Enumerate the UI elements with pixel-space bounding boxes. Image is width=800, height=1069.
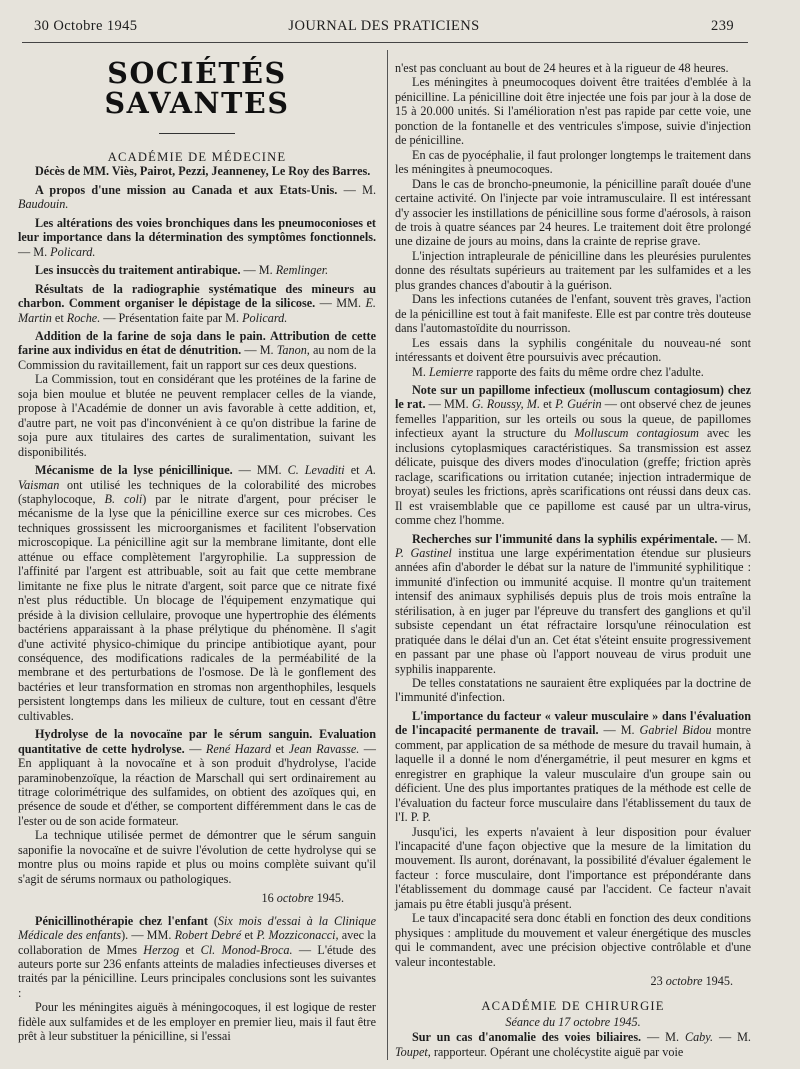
paragraph-infections-cutanees: Dans les infections cutanées de l'enfant, souvent très graves, l'action de la pénicilline est tout à fait manifeste. Elle est par contre très douteuse dans l'automastoïdite du nourrisson. [395, 292, 752, 336]
author-name: Robert Debré [174, 928, 242, 943]
entry-papillome [395, 383, 751, 528]
entry-text: institua une large expérimentation étendue sur plusieurs années afin d'aborder le débat sur la nature de l'immunité syphilitique : immunité d'infection ou immunité acquise. Il montre qu'un traitement intensif des animaux syphilisés depuis plus de trois mois entraîne la stérilisation, à en juger par l'épreuve du transfert des ganglions et qu'il subsiste cependant un état réfractaire lorsqu'une réinoculation est pratiquée dans le délai d'un an. Cet état s'éteint ensuite progressivement en passant par une phase où l'apport nouveau de virus produit une syphilis inapparente. [395, 545, 752, 676]
entry-title: Résultats de la radiographie systématique des mineurs au charbon. Comment organiser le dépistage de la silicose. [18, 281, 376, 311]
author-name: Tanon, [276, 343, 310, 358]
entry-immunite-syphilis [395, 532, 751, 677]
entry-text: et [179, 942, 201, 957]
entry-penicillinotherapie [18, 914, 376, 1001]
date-day: 16 [261, 891, 277, 906]
author-name: Lemierre [428, 364, 474, 379]
author-name: Jean Ravasse. [288, 741, 360, 756]
author-name: G. Roussy, M. [471, 397, 541, 412]
paragraph-broncho-pneumonie: Dans le cas de broncho-pneumonie, la pénicilline paraît douée d'une certaine activité. On l'injecte par voie intramusculaire. Il est intéressant d'y associer les instillations de pénicilline sous forme d'aérosols, à raison de trois à quatre séances par 24 heures. Le traitement doit être prolongé une dizaine de jours au moins, dans la crainte de reprise grave. [395, 176, 751, 249]
paragraph-pneumocoques: Les méningites à pneumocoques doivent être traitées d'emblée à la pénicilline. La pénicilline doit être injectée une fois par jour à la dose de 15 à 20.000 unités. Si l'amélioration n'est pas rapide par cette voie, une ponction de la fontanelle et des ventricules s'impose, suivie d'injection de pénicilline. [395, 75, 751, 148]
entry-text: ) par le nitrate d'argent, pour préciser le mécanisme de la lyse que la pénicilline exerce sur ces microbes. Ces techniques grossissent les microorganismes et facilitent l'observation microscopique. La pénicilline agit sur la membrane limitante, dont elle atténue ou efface complètement l'argyrophilie. La suppression de l'affinité par l'argent est attribuable, soit au fait que cette membrane limitante ne fixe plus le nitrate d'argent, soit parce que ce nitrate fixé n'est plus réductible. Un blocage de l'équipement enzymatique qui préside à la division cellulaire, provoque une hypertrophie des éléments bactériens apparaissant à la phase prélytique du phénomène. Il s'agit d'une activité physico-chimique du principe antibiotique ayant, pour conséquence, des modifications radicales de la perméabilité de la membrane et des perturbations de l'osmose. De là le gonflement des bactéries et leur transformation en stromas non argenthophiles, lesquels persistent longtemps dans les milieux de culture, tout en cessant d'être cultivables. [18, 491, 376, 723]
entry-text: rapporteur. Opérant une cholécystite aiguë par voie [430, 1044, 684, 1059]
entry-title: Mécanisme de la lyse pénicillinique. [35, 463, 233, 478]
entry-text: et [270, 741, 289, 756]
author-name: E. Martin [18, 296, 376, 325]
entry-text: montre comment, par application de sa méthode de mesure du travail humain, à laquelle il a donné le nom d'énergamétrie, il peut mesurer en kgms et enregistrer en graphique la valeur musculaire d'un groupe sain ou déficient. Une des plus importantes pratiques de la méthode est celle de l'évaluation du facteur force musculaire dans l'établissement du taux de l'I. P. P. [395, 723, 752, 825]
header-date: 30 Octobre 1945 [34, 18, 138, 34]
column-divider [387, 50, 388, 1060]
author-name: Herzog [143, 942, 180, 957]
entry-text: — En appliquant à la novocaïne et à son produit d'hydrolyse, l'acide paraminobenzoïque, la réaction de Marschall qui sert ordinairement au titrage colorimétrique des sulfamides, on obtient des azoïques qui, en présence de soude et d'éther, se comportent différemment dans le cas de l'ester ou de son acide formateur. [18, 741, 376, 828]
entry-text: — MM. [232, 463, 288, 478]
entry-text: — MM. [425, 397, 472, 412]
entry-text: ). — MM. [121, 928, 175, 943]
author-name: Toupet, [395, 1044, 431, 1059]
entry-title: Pénicillinothérapie chez l'enfant [35, 913, 208, 928]
entry-text: et [241, 928, 257, 943]
entry-text: — MM. [315, 296, 366, 311]
author-name: Gabriel Bidou [639, 723, 712, 738]
entry-penicillinotherapie-paragraph: Pour les méningites aiguës à méningocoques, il est logique de rester fidèle aux sulfamides et de les employer en premier lieu, mais il faut être prêt à leur substituer la pénicilline, si l'essai [18, 1000, 376, 1044]
entry-title: Recherches sur l'immunité dans la syphilis expérimentale. [412, 531, 718, 546]
entry-title: A propos d'une mission au Canada et aux Etats-Unis. [35, 182, 338, 197]
entry-title: Sur un cas d'anomalie des voies biliaires. [412, 1030, 642, 1045]
entry-text: — M. [717, 531, 751, 546]
paragraph-syphilis-congenitale: Les essais dans la syphilis congénitale du nouveau-né sont intéressants et doivent être poursuivis avec précaution. [395, 335, 751, 365]
entry-text: au nom de la Commission du ravitaillement, fait un rapport sur ces deux questions. [18, 343, 376, 372]
entry-title: Addition de la farine de soja dans le pain. Attribution de cette farine aux individus en état de dénutrition. [18, 328, 376, 358]
entry-soja-paragraph: La Commission, tout en considérant que les protéines de la farine de soja bien moulue et blutée ne peuvent remplacer celles de la viande, propose à l'Académie de donner un avis favorable à cette addition, et, d'autre part, ne voit pas d'inconvénient à ce qu'on distribue la farine de soja pure aux titulaires des cartes de suralimentation, suivant les disponibilités. [18, 372, 376, 459]
entry-text: — M. [598, 723, 640, 738]
paragraph-lemierre [395, 365, 751, 379]
author-name: Caby. [684, 1030, 714, 1045]
left-column [18, 58, 376, 1044]
species-name: Molluscum contagiosum [574, 426, 699, 441]
author-name: P. Mozziconacci, [256, 928, 339, 943]
entry-text: — [184, 741, 206, 756]
session-date-signature [395, 974, 751, 988]
entry-text: — M. [241, 343, 277, 358]
entry-novocaine [18, 727, 376, 828]
author-name: P. Gastinel [395, 545, 452, 560]
author-name: Roche. [66, 310, 101, 325]
entry-text: — M. [713, 1030, 751, 1045]
author-name: Baudouin. [18, 197, 69, 212]
entry-valeur-musculaire [395, 709, 751, 825]
section-title: SOCIÉTÉS SAVANTES [104, 56, 290, 120]
header-rule [22, 42, 748, 43]
entry-text: — M. [18, 244, 51, 259]
author-name: René Hazard [205, 741, 271, 756]
entry-text: — ont observé chez de jeunes femelles l'apparition, sur les orteils ou sous la queue, de papillomes infectieux ayant la structure du [395, 397, 752, 441]
entry-title: L'importance du facteur « valeur musculaire » dans l'évaluation de l'incapacité permanente de travail. [395, 708, 751, 738]
entry-radiographie [18, 282, 376, 325]
entry-valeur-musculaire-paragraph-3: Le taux d'incapacité sera donc établi en fonction des deux conditions physiques : amplitude du mouvement et valeur énergétique des muscles qui le commandent, avec une précision objective contrôlable et d'une valeur incontestable. [395, 911, 751, 969]
paragraph-pleuresies: L'injection intrapleurale de pénicilline dans les pleurésies purulentes donne des résultats supérieurs au traitement par les sulfamides et a les plus grandes chances d'aboutir à la guérison. [395, 248, 751, 292]
header-journal-title: JOURNAL DES PRATICIENS [288, 18, 480, 34]
entry-text: avec la collaboration de Mmes [18, 928, 376, 957]
author-name: C. Levaditi [287, 463, 345, 478]
session-date-signature [18, 891, 376, 905]
entry-text: M. [412, 364, 429, 379]
entry-valeur-musculaire-paragraph-2: Jusqu'ici, les experts n'avaient à leur disposition pour évaluer l'incapacité d'une façon objective que la mesure de la limitation du mouvement. Ils auront, dorénavant, la possibilité d'évaluer également le facteur : force musculaire, dont l'importance est prépondérante dans l'établissement du dommage causé par l'accident. Ce facteur n'avait jamais pu être établi jusqu'à présent. [395, 824, 751, 911]
author-name: P. Guérin [555, 397, 602, 412]
title-rule [159, 133, 235, 134]
header-page-number: 239 [711, 18, 734, 34]
entry-text: rapporte des faits du même ordre chez l'adulte. [473, 364, 704, 379]
academy-surgery-heading: ACADÉMIE DE CHIRURGIE [481, 998, 665, 1013]
entry-novocaine-paragraph: La technique utilisée permet de démontrer que le sérum sanguin saponifie la novocaïne et de suivre l'évolution de cette hydrolyse qui se montre plus ou moins rapide et plus ou moins complète suivant qu'il s'agit de sérums normaux ou pathologiques. [18, 828, 376, 886]
entry-antirabique [18, 263, 376, 277]
entry-text: et [540, 397, 556, 412]
entry-text: et [51, 310, 67, 325]
entry-text: — L'étude des auteurs porte sur 236 enfants atteints de maladies infectieuses diverses et traités par la pénicilline. Leurs principales conclusions sont les suivantes : [18, 942, 377, 1000]
entry-deces [18, 164, 376, 178]
entry-lyse [18, 463, 376, 723]
page-header [20, 14, 748, 38]
date-year: 1945. [702, 974, 733, 989]
author-name: Cl. Monod-Broca. [200, 942, 293, 957]
date-day: 23 [650, 974, 666, 989]
entry-soja [18, 329, 376, 372]
entry-text: ont utilisé les techniques de la colorabilité des microbes (staphylocoque, [18, 477, 376, 506]
entry-text: et [344, 463, 366, 478]
entry-title: Les insuccès du traitement antirabique. [35, 263, 241, 278]
session-date [395, 1015, 751, 1029]
author-name: Policard. [50, 244, 96, 259]
continued-paragraph: n'est pas concluant au bout de 24 heures et à la rigueur de 48 heures. [395, 61, 729, 75]
entry-title: Note sur un papillome infectieux (molluscum contagiosum) chez le rat. [395, 382, 751, 412]
author-name: Remlinger. [275, 263, 329, 278]
entry-title: Hydrolyse de la novocaïne par le sérum sanguin. Evaluation quantitative de cette hydrolyse. [18, 727, 376, 756]
entry-subtitle: Six mois d'essai à la Clinique Médicale des enfants [18, 913, 377, 943]
academy-medicine-heading: ACADÉMIE DE MÉDECINE [107, 150, 287, 164]
right-column [395, 61, 751, 1059]
entry-text: — M. [641, 1030, 685, 1045]
date-month: octobre [276, 891, 314, 906]
author-name: Policard. [242, 310, 288, 325]
author-name: A. Vaisman [18, 463, 376, 492]
paragraph-pyocephalie: En cas de pyocéphalie, il faut prolonger longtemps le traitement dans les méningites à pneumocoques. [395, 147, 751, 177]
entry-bronchial [18, 216, 376, 259]
entry-text: — M. [240, 263, 276, 278]
entry-voies-biliaires [395, 1030, 751, 1059]
date-year: 1945. [313, 891, 344, 906]
bacteria-name: B. coli [104, 491, 143, 506]
entry-mission-canada [18, 183, 376, 212]
session-date-text: Séance du 17 octobre 1945. [505, 1015, 641, 1029]
entry-text: ( [207, 913, 218, 928]
entry-deces-title: Décès de MM. Viès, Pairot, Pezzi, Jeanneney, Le Roy des Barres. [35, 164, 371, 179]
entry-title: Les altérations des voies bronchiques dans les pneumoconioses et leur importance dans la détermination des symptômes fonctionnels. [18, 215, 376, 245]
entry-immunite-paragraph: De telles constatations ne sauraient être expliquées par la doctrine de l'immunité d'infection. [395, 676, 751, 705]
entry-text: avec les inclusions cytoplasmiques caractéristiques. Sa transmission est assez délicate, puisque des divers modes d'inoculation (greffe; friction après raclage, scarifications ou irritation cutanée; injection intradermique de broyat) seules les frictions, après scarifications ont réussi dans deux cas. Il est vraisemblable que ce papillome est causé par un ultra-virus, comme chez l'homme. [395, 426, 751, 528]
entry-text: — M. [337, 182, 377, 197]
date-month: octobre [665, 974, 703, 989]
entry-text: — Présentation faite par M. [100, 310, 243, 325]
